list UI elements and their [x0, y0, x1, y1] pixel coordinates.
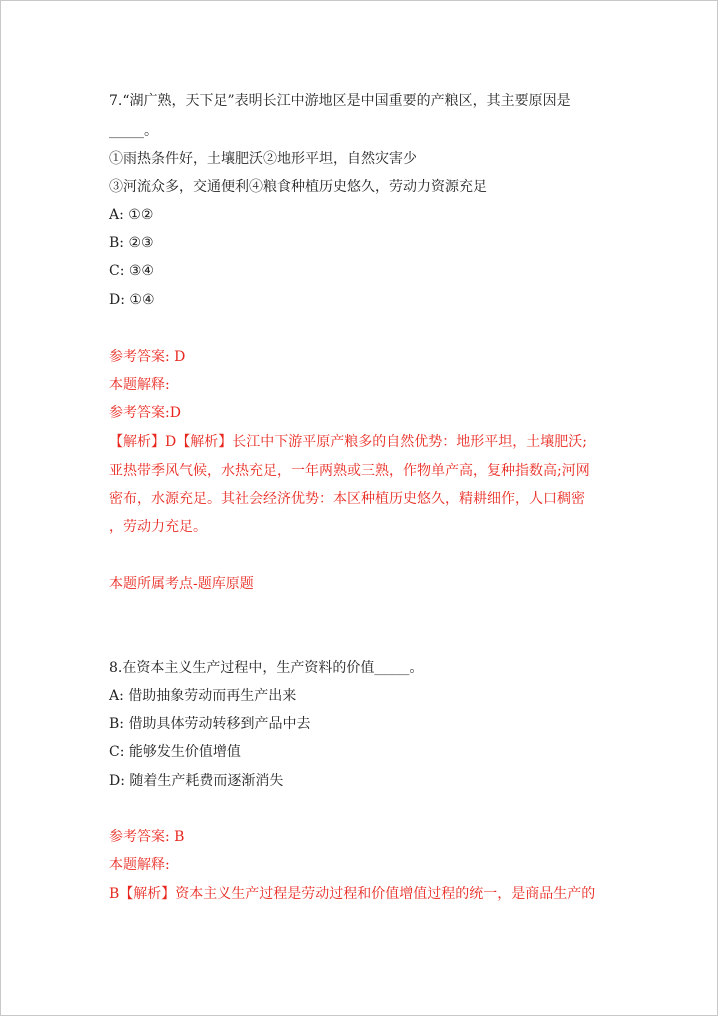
q7-analysis-line2: 亚热带季风气候，水热充足，一年两熟或三熟，作物单产高，复种指数高;河网 [109, 463, 590, 479]
q8-option-a: A: 借助抽象劳动而再生产出来 [109, 688, 297, 704]
q8-option-c: C: 能够发生价值增值 [109, 744, 241, 760]
q7-analysis-line4: ，劳动力充足。 [109, 519, 207, 535]
q8-option-d: D: 随着生产耗费而逐渐消失 [109, 773, 284, 789]
q7-answer: 参考答案: D [109, 349, 186, 365]
q8-stem: 8.在资本主义生产过程中，生产资料的价值_____。 [109, 660, 424, 676]
q7-premise-line1: ①雨热条件好，土壤肥沃②地形平坦，自然灾害少 [109, 151, 417, 167]
q7-answer-repeat: 参考答案:D [109, 405, 181, 421]
q8-explain-label: 本题解释: [109, 857, 170, 873]
q7-premise-line2: ③河流众多，交通便利④粮食种植历史悠久，劳动力资源充足 [109, 179, 487, 195]
q8-analysis-line1: B【解析】资本主义生产过程是劳动过程和价值增值过程的统一，是商品生产的 [109, 886, 596, 902]
q7-knowledge-point: 本题所属考点-题库原题 [109, 576, 254, 592]
q7-stem-line1: 7.“湖广熟，天下足”表明长江中游地区是中国重要的产粮区，其主要原因是 [109, 93, 571, 109]
q7-explain-label: 本题解释: [109, 377, 170, 393]
q7-stem-line2: _____。 [109, 123, 158, 139]
q7-option-c: C: ③④ [109, 263, 154, 279]
q7-analysis-line3: 密布，水源充足。其社会经济优势：本区种植历史悠久，精耕细作，人口稠密 [109, 491, 585, 507]
q7-option-a: A: ①② [109, 207, 154, 223]
q7-option-b: B: ②③ [109, 235, 154, 251]
q7-option-d: D: ①④ [109, 292, 155, 308]
q7-analysis-line1: 【解析】D【解析】长江中下游平原产粮多的自然优势：地形平坦，土壤肥沃; [109, 434, 587, 450]
q8-option-b: B: 借助具体劳动转移到产品中去 [109, 716, 311, 732]
q8-answer: 参考答案: B [109, 829, 185, 845]
